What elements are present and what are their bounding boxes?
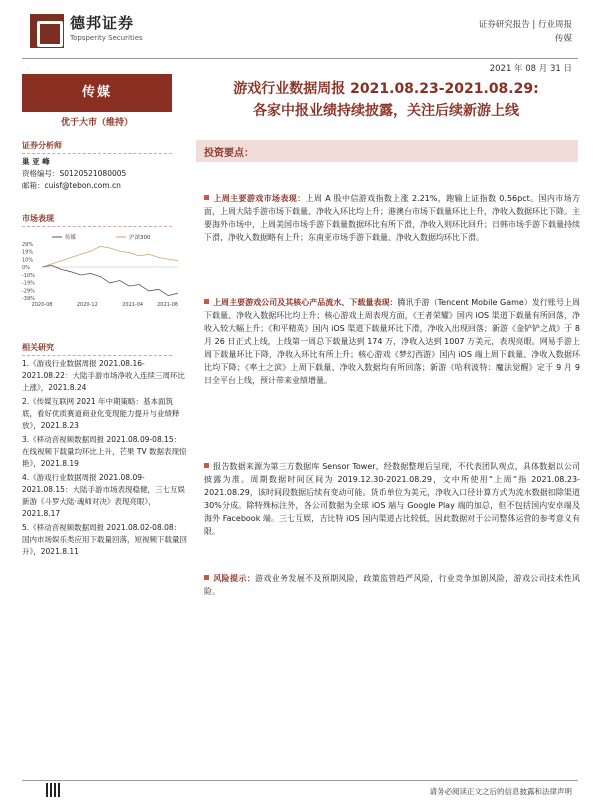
- analyst-cert: [22, 168, 182, 180]
- bullet-market: [204, 192, 580, 244]
- series-line: [42, 246, 178, 267]
- bullet-icon: [204, 195, 209, 200]
- cert-number: S0120521080005: [59, 169, 127, 178]
- analyst-email: [22, 180, 182, 192]
- report-date: 2021 年 08 月 31 日: [489, 64, 572, 74]
- x-tick-label: 2021-08: [157, 302, 178, 308]
- email-label: 邮箱：: [22, 181, 45, 190]
- footer-divider: [22, 780, 578, 781]
- market-section-title: 市场表现: [22, 213, 172, 227]
- y-tick-label: -10%: [22, 272, 35, 279]
- bullet-text: 上周 A 股中信游戏指数上涨 2.21%，跑输上证指数 0.56pct。国内市场方面，上周大陆手游市场下载量、净收入环比均上升；港澳台市场下载量环比上升，净收入数据环比下降。主要海外市场中，上周美国市场手游下载量数据环比有所下滑，净收入则环比回升；日韩市场手游下载量持续下滑，净收入数据略有上升；东南亚市场手游下载量、净收入数据均环比下滑。: [204, 194, 581, 242]
- x-tick-label: 2020-08: [31, 302, 53, 308]
- qr-code-icon: [46, 783, 60, 797]
- report-type: 证券研究报告 | 行业周报: [478, 20, 572, 30]
- x-tick-label: 2021-04: [122, 302, 144, 308]
- bullet-icon: [204, 575, 209, 580]
- market-performance-chart: [22, 232, 182, 312]
- list-item: 4.《游戏行业数据周报 2021.08.09-2021.08.15：大陆手游市场表现稳健，三七互娱新游《斗罗大陆·魂师对决》表现亮眼》，2021.8.17: [22, 473, 185, 518]
- legend-label: 传媒: [65, 235, 77, 241]
- report-title: [196, 78, 576, 122]
- analyst-section-title: 证券分析师: [22, 140, 172, 154]
- industry-banner: 传媒: [22, 74, 172, 112]
- bullet-icon: [204, 299, 209, 304]
- company-name-en: Topsperity Securities: [70, 34, 143, 42]
- related-research-list: [22, 358, 187, 560]
- y-tick-label: -19%: [22, 280, 35, 287]
- bullet-risk: [204, 572, 580, 598]
- y-tick-label: 0%: [22, 265, 30, 272]
- email-address[interactable]: cuisf@tebon.com.cn: [44, 181, 121, 190]
- list-item: 1.《游戏行业数据周报 2021.08.16-2021.08.22：大陆手游市场净收入连续三周环比上涨》，2021.8.24: [22, 359, 185, 392]
- disclaimer-note: 请务必阅读正文之后的信息披露和法律声明: [429, 787, 572, 796]
- list-item: 3.《移动音视频数据周报 2021.08.09-08.15：在线视频下载量均环比上升，芒果 TV 数据表现惊艳》，2021.8.19: [22, 435, 187, 468]
- y-tick-label: 10%: [22, 257, 34, 264]
- list-item: 2.《传媒互联网 2021 年中期策略：基本面筑底，看好优质赛道商业化变现能力提升与业绩释放》，2021.8.23: [22, 397, 180, 430]
- bullet-text: 游戏业务发展不及预期风险，政策监管趋严风险，行业竞争加剧风险，游戏公司技术性风险。: [204, 574, 580, 596]
- bullet-lead: 上周主要游戏市场表现：: [213, 194, 306, 203]
- bullet-text: 报告数据来源为第三方数据库 Sensor Tower，经数据整理后呈现，不代表团队观点，具体数据以公司披露为准。周期数据时间区间为 2019.12.30-2021.08.29，文中所使用“上周”指 2021.08.23-2021.08.29，该时间段数据后续有变动可能。货币单位为美元，净收入口径计算方式为流水数据扣除渠道 30%分成。除特殊标注外，各公司数据为全球 iOS 端与 Google Play 端的加总，但不包括国内安卓端及海外 Facebook 端。三七互娱，吉比特 iOS 国内渠道占比较低，因此数据对于公司整体运营的参考意义有限。: [204, 462, 580, 536]
- bullet-icon: [204, 463, 209, 468]
- summary-header: [196, 140, 578, 162]
- bullet-lead: 上周主要游戏公司及其核心产品流水、下载量表现：: [213, 298, 398, 307]
- rating-label: 优于大市（维持）: [60, 118, 133, 128]
- chart-svg: [22, 232, 182, 312]
- report-sector: 传媒: [554, 34, 572, 44]
- logo-mark-icon: [30, 14, 64, 48]
- analyst-name: 巢 亚 峰: [22, 157, 50, 166]
- title-line-2: 各家中报业绩持续披露，关注后续新游上线: [253, 103, 519, 119]
- report-meta: [479, 18, 572, 46]
- bullet-data-note: [204, 460, 580, 538]
- y-tick-label: 19%: [22, 249, 34, 256]
- list-item: 5.《移动音视频数据周报 2021.08.02-08.08：国内市场娱乐类应用下载量回落，短视频下载量回升》，2021.8.11: [22, 523, 187, 556]
- related-section-title: 相关研究: [22, 342, 172, 356]
- title-line-1: 游戏行业数据周报 2021.08.23-2021.08.29:: [233, 81, 539, 97]
- company-logo: [30, 12, 180, 50]
- company-name-cn: 德邦证券: [70, 14, 135, 32]
- bullet-lead: 风险提示：: [213, 574, 256, 583]
- x-tick-label: 2020-12: [76, 302, 98, 308]
- header-divider: [22, 58, 578, 59]
- legend-label: 沪深300: [129, 235, 151, 241]
- series-line: [42, 265, 178, 295]
- y-tick-label: 29%: [22, 242, 34, 248]
- bullet-companies: [204, 296, 580, 387]
- summary-label: 投资要点：: [204, 148, 254, 159]
- bullet-text: 腾讯手游（Tencent Mobile Game）发行账号上周下载量、净收入数据环比均上升；核心游戏上周表现方面，《王者荣耀》国内 iOS 渠道下载量有所回落，净收入较大幅上升；《和平精英》国内 iOS 渠道下载量环比下滑，净收入出现回落；新游《金铲铲之战》于 8 月 26 日正式上线，上线第一周总下载量达到 174 万，净收入达到 1007 万美元，表现亮眼。网易手游上周下载量环比下降，净收入环比有所上升；核心游戏《梦幻西游》国内 iOS 端上周下载量、净收入数据环比均下降；《率土之滨》上周下载量、净收入数据均有所回落；新游《哈利波特：魔法觉醒》定于 9 月 9 日全平台上线，预计带来业绩增量。: [204, 298, 580, 385]
- y-tick-label: -39%: [22, 296, 35, 302]
- cert-label: 资格编号：: [22, 169, 60, 178]
- analyst-info: [22, 156, 182, 192]
- y-tick-label: -29%: [22, 288, 35, 295]
